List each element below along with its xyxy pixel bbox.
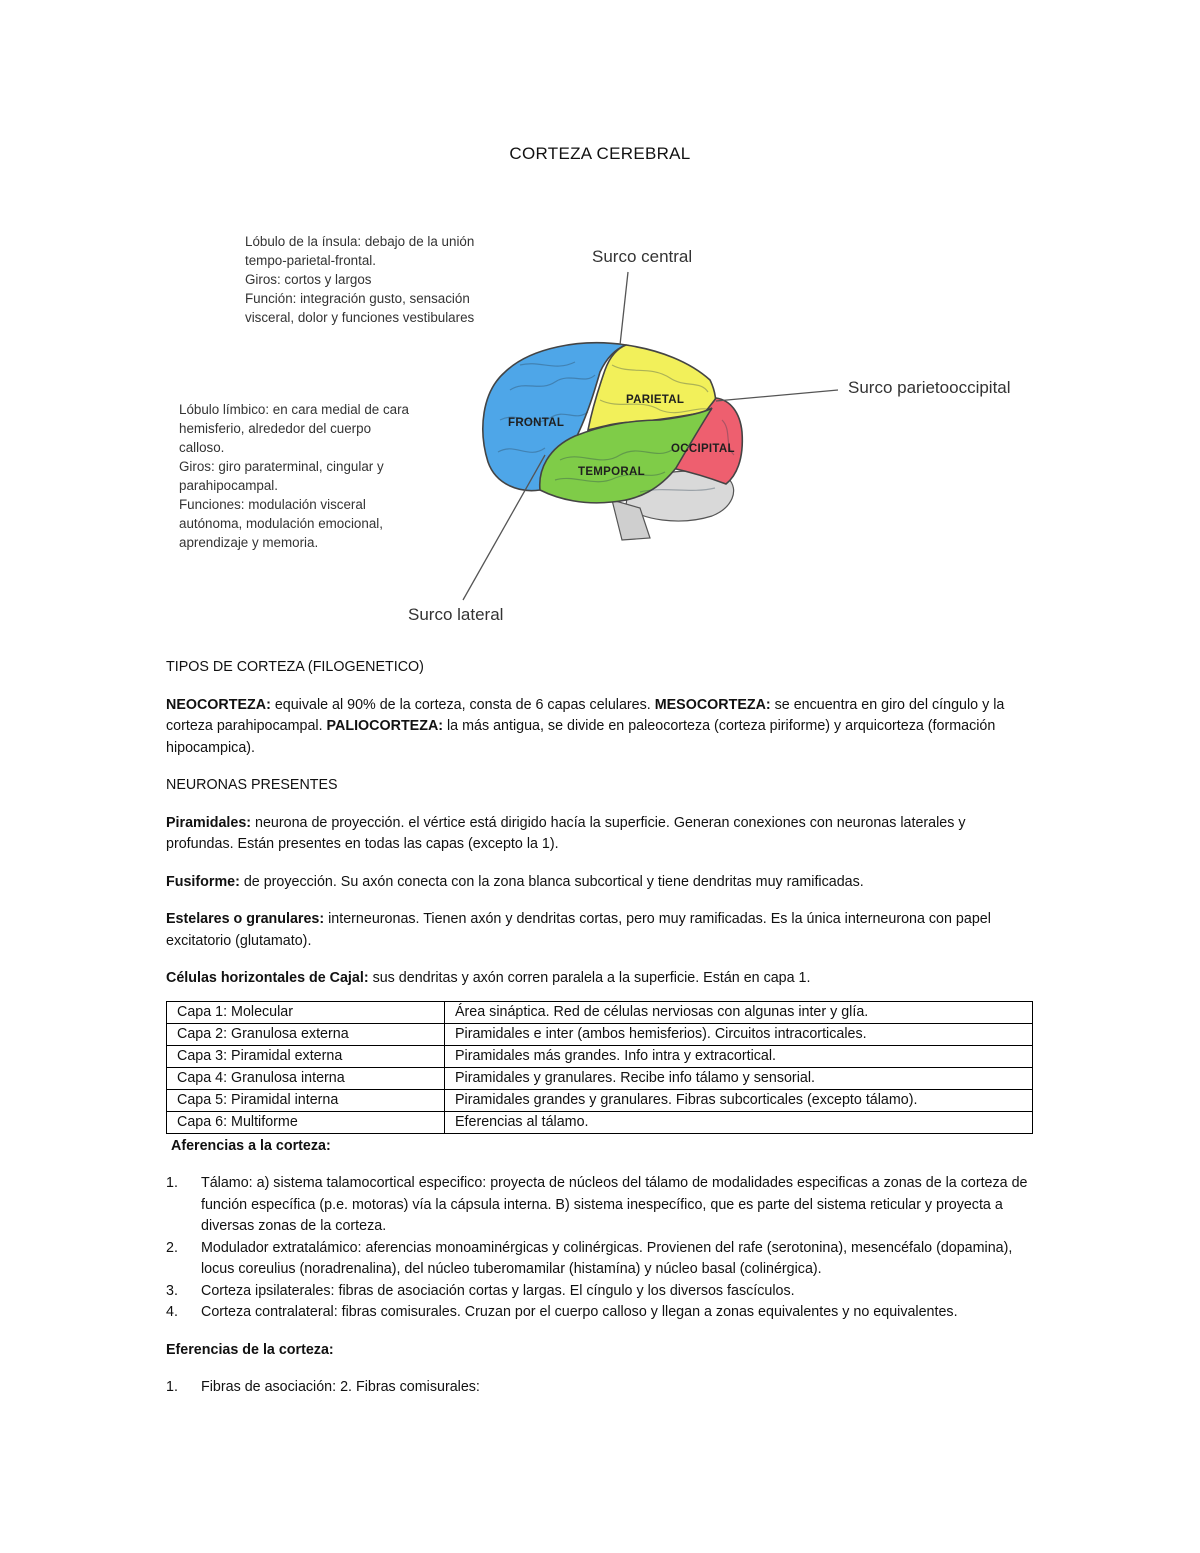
list-text: Tálamo: a) sistema talamocortical especifico: proyecta de núcleos del tálamo de modalidades especificas a zonas de la corteza de función específica (p.e. motoras) vía la cápsula interna. B) sistema inespecífico, que es parte del sistema reticular y proyecta a diversas zonas de la corteza. bbox=[201, 1175, 1028, 1234]
limbic-note-line: aprendizaje y memoria. bbox=[179, 535, 319, 550]
parietooccipital-sulcus-leader bbox=[716, 390, 838, 401]
list-number: 1. bbox=[166, 1175, 178, 1191]
limbic-note-line: Funciones: modulación visceral bbox=[179, 497, 366, 512]
table-row bbox=[167, 1089, 1033, 1111]
aferencias-list bbox=[166, 1173, 1036, 1324]
capa-cell: Capa 5: Piramidal interna bbox=[167, 1089, 445, 1111]
insula-note-line: Giros: cortos y largos bbox=[245, 272, 372, 287]
parietooccipital-sulcus-label: Surco parietooccipital bbox=[848, 378, 1011, 397]
brain-lobes-diagram bbox=[0, 0, 1200, 640]
mesocorteza-label: MESOCORTEZA: bbox=[654, 696, 771, 713]
list-item bbox=[166, 1281, 1036, 1303]
table-row bbox=[167, 1001, 1033, 1023]
fusiforme-text: de proyección. Su axón conecta con la zona blanca subcortical y tiene dendritas muy ramificadas. bbox=[239, 873, 864, 890]
list-text: Modulador extratalámico: aferencias monoaminérgicas y colinérgicas. Provienen del rafe (serotonina), mesencéfalo (dopamina), locus coreulius (noradrenalina), del núcleo tuberomamilar (histamína) y núcleo basal (colinérgica). bbox=[201, 1239, 1013, 1277]
list-number: 1. bbox=[166, 1379, 178, 1395]
temporal-label: TEMPORAL bbox=[578, 466, 645, 478]
insula-note-line: tempo-parietal-frontal. bbox=[245, 253, 376, 268]
list-item bbox=[166, 1173, 1036, 1238]
neocorteza-text: equivale al 90% de la corteza, consta de 6 capas celulares. bbox=[270, 696, 655, 713]
table-row bbox=[167, 1023, 1033, 1045]
list-text: Corteza contralateral: fibras comisurales. Cruzan por el cuerpo calloso y llegan a zonas equivalentes y no equivalentes. bbox=[201, 1304, 958, 1320]
piramidales-label: Piramidales: bbox=[166, 814, 252, 831]
capa-cell: Capa 4: Granulosa interna bbox=[167, 1067, 445, 1089]
capa-cell: Capa 1: Molecular bbox=[167, 1001, 445, 1023]
insula-note-line: visceral, dolor y funciones vestibulares bbox=[245, 310, 475, 325]
capa-desc-cell: Piramidales y granulares. Recibe info tálamo y sensorial. bbox=[445, 1067, 1033, 1089]
limbic-note bbox=[179, 402, 410, 550]
table-row bbox=[167, 1111, 1033, 1133]
mesocorteza-text: se encuentra en giro del cíngulo y la corteza parahipocampal. bbox=[166, 696, 1005, 734]
neuronas-heading: NEURONAS PRESENTES bbox=[166, 777, 338, 793]
piramidales-text: neurona de proyección. el vértice está dirigido hacía la superficie. Generan conexiones con neuronas laterales y profundas. Están presentes en todas las capas (excepto la 1). bbox=[166, 814, 966, 852]
capa-desc-cell: Piramidales más grandes. Info intra y extracortical. bbox=[445, 1045, 1033, 1067]
horizontales-label: Células horizontales de Cajal: bbox=[166, 970, 369, 986]
occipital-label: OCCIPITAL bbox=[671, 443, 735, 455]
fusiforme-paragraph bbox=[166, 872, 1036, 894]
list-number: 4. bbox=[166, 1304, 178, 1320]
limbic-note-line: Giros: giro paraterminal, cingular y bbox=[179, 459, 384, 474]
capa-desc-cell: Piramidales e inter (ambos hemisferios). Circuitos intracorticales. bbox=[445, 1023, 1033, 1045]
tipos-heading: TIPOS DE CORTEZA (FILOGENETICO) bbox=[166, 659, 424, 675]
limbic-note-line: calloso. bbox=[179, 440, 225, 455]
horizontales-text: sus dendritas y axón corren paralela a la superficie. Están en capa 1. bbox=[368, 970, 811, 986]
list-number: 2. bbox=[166, 1239, 178, 1256]
list-item bbox=[166, 1238, 1036, 1281]
piramidales-paragraph bbox=[166, 813, 1036, 856]
parietal-label: PARIETAL bbox=[626, 394, 685, 406]
limbic-note-line: Lóbulo límbico: en cara medial de cara bbox=[179, 402, 410, 417]
table-row bbox=[167, 1045, 1033, 1067]
capa-desc-cell: Piramidales grandes y granulares. Fibras subcorticales (excepto tálamo). bbox=[445, 1089, 1033, 1111]
central-sulcus-leader bbox=[620, 272, 628, 345]
aferencias-title: Aferencias a la corteza: bbox=[171, 1137, 331, 1154]
fusiforme-label: Fusiforme: bbox=[166, 873, 240, 890]
eferencias-list bbox=[166, 1377, 1036, 1399]
brain-illustration bbox=[483, 343, 742, 540]
list-text: Fibras de asociación: 2. Fibras comisurales: bbox=[201, 1379, 480, 1395]
list-number: 3. bbox=[166, 1282, 178, 1299]
lateral-sulcus-label: Surco lateral bbox=[408, 605, 504, 624]
capa-cell: Capa 3: Piramidal externa bbox=[167, 1045, 445, 1067]
frontal-label: FRONTAL bbox=[508, 417, 565, 429]
capa-cell: Capa 6: Multiforme bbox=[167, 1111, 445, 1133]
document-body bbox=[166, 657, 1036, 1415]
limbic-note-line: hemisferio, alrededor del cuerpo bbox=[179, 421, 372, 436]
list-text: Corteza ipsilaterales: fibras de asociación cortas y largas. El cíngulo y los diversos fascículos. bbox=[201, 1282, 795, 1299]
capa-cell: Capa 2: Granulosa externa bbox=[167, 1023, 445, 1045]
insula-note-line: Función: integración gusto, sensación bbox=[245, 291, 470, 306]
capa-desc-cell: Eferencias al tálamo. bbox=[445, 1111, 1033, 1133]
estelares-paragraph bbox=[166, 909, 1036, 952]
table-row bbox=[167, 1067, 1033, 1089]
capas-table bbox=[166, 1001, 1033, 1134]
horizontales-paragraph bbox=[166, 968, 1036, 990]
estelares-text: interneuronas. Tienen axón y dendritas cortas, pero muy ramificadas. Es la única interneurona con papel excitatorio (glutamato). bbox=[166, 911, 991, 949]
paliocorteza-text: la más antigua, se divide en paleocorteza (corteza piriforme) y arquicorteza (formación hipocampica). bbox=[166, 718, 996, 756]
central-sulcus-label: Surco central bbox=[592, 247, 693, 266]
paliocorteza-label: PALIOCORTEZA: bbox=[326, 718, 444, 734]
neocorteza-label: NEOCORTEZA: bbox=[166, 696, 271, 713]
page-title: CORTEZA CEREBRAL bbox=[509, 144, 691, 163]
tipos-paragraph bbox=[166, 695, 1036, 760]
insula-note-line: Lóbulo de la ínsula: debajo de la unión bbox=[245, 234, 475, 249]
insula-note bbox=[245, 234, 475, 325]
list-item bbox=[166, 1377, 1036, 1399]
eferencias-title: Eferencias de la corteza: bbox=[166, 1341, 334, 1358]
limbic-note-line: parahipocampal. bbox=[179, 478, 279, 493]
estelares-label: Estelares o granulares: bbox=[166, 911, 325, 927]
capa-desc-cell: Área sináptica. Red de células nerviosas con algunas inter y glía. bbox=[445, 1001, 1033, 1023]
list-item bbox=[166, 1302, 1036, 1324]
limbic-note-line: autónoma, modulación emocional, bbox=[179, 516, 383, 531]
